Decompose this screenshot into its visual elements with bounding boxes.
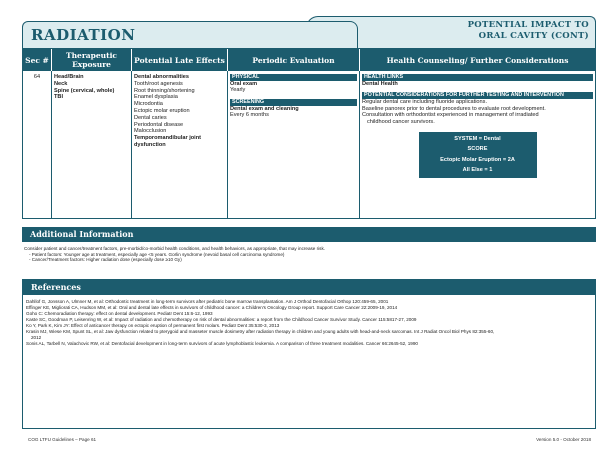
col-header-sec: Sec # bbox=[23, 49, 52, 71]
additional-info-bullet: - Cancer/Treatment factors: Higher radiation dose (especially dose ≥10 Gy) bbox=[29, 257, 182, 262]
additional-info-bullet: - Patient factors: Younger age at treatment, especially age <5 years. Gorlin syndrome (nevoid basal cell carcinoma syndrome) bbox=[29, 251, 285, 257]
table-header bbox=[23, 49, 595, 71]
footer-version: Version 5.0 - October 2018 bbox=[536, 437, 591, 442]
dental-exam-frequency: Every 6 months bbox=[230, 112, 269, 119]
score-line: SCORE bbox=[467, 146, 488, 153]
late-effect-item: Dental caries bbox=[134, 114, 167, 121]
col-header-late-effects: Potential Late Effects bbox=[132, 49, 228, 71]
additional-info-title: Additional Information bbox=[22, 227, 596, 242]
late-effect-item: Periodontal disease bbox=[134, 121, 184, 128]
score-line: Ectopic Molar Eruption = 2A bbox=[440, 156, 515, 163]
potential-considerations-header: POTENTIAL CONSIDERATIONS FOR FURTHER TESTING AND INTERVENTION bbox=[362, 92, 593, 99]
section-title-left-tab bbox=[22, 21, 358, 48]
late-effect-item: Microdontia bbox=[134, 101, 163, 108]
col-header-exposure: Therapeutic Exposure bbox=[52, 49, 132, 71]
exposure-item: Head/Brain bbox=[54, 74, 84, 80]
section-title-left: RADIATION bbox=[31, 26, 136, 44]
physical-header: PHYSICAL bbox=[230, 74, 357, 81]
late-effects-header: Dental abnormalities bbox=[134, 74, 190, 80]
late-effect-item: Ectopic molar eruption bbox=[134, 107, 190, 114]
late-effect-item: Malocclusion bbox=[134, 128, 167, 135]
consideration-line: Consultation with orthodontist experienced in management of irradiated bbox=[362, 112, 539, 119]
late-effects-cell bbox=[132, 71, 228, 218]
section-title-right-line2: ORAL CAVITY (CONT) bbox=[478, 31, 589, 41]
reference-item: 2012 bbox=[31, 335, 42, 340]
late-effect-item: Tooth/root agenesis bbox=[134, 80, 183, 87]
late-effect-tmj: Temporomandibular joint dysfunction bbox=[134, 135, 202, 148]
oral-exam-frequency: Yearly bbox=[230, 87, 246, 94]
reference-item: Goho C: Chemoradiation therapy: effect on dental development. Pediatr Dent 15:6-12, 1993 bbox=[26, 311, 213, 316]
reference-item: Effinger KE, Migliorati CA, Hudson MM, et al: Oral and dental late effects in survivors of childhood cancer: a Children's Oncology Group report. Support Care Cancer 22:2009-19, 2014 bbox=[26, 305, 398, 310]
score-box bbox=[419, 132, 537, 178]
exposure-item: Spine (cervical, whole) bbox=[54, 87, 115, 94]
additional-info-intro: Consider patient and cancer/treatment factors, pre-morbid/co-morbid health conditions, and health behaviors, as appropriate, that may increase risk. bbox=[24, 246, 326, 251]
dental-exam-label: Dental exam and cleaning bbox=[230, 105, 299, 112]
additional-info-body bbox=[22, 246, 596, 263]
score-line: SYSTEM = Dental bbox=[454, 135, 501, 142]
score-line: All Else = 1 bbox=[462, 167, 493, 174]
evaluation-cell bbox=[228, 71, 360, 218]
late-effect-item: Enamel dysplasia bbox=[134, 94, 178, 101]
reference-item: Dahllof G, Jonsson A, Ulmner M, et al: Orthodontic treatment in long-term survivors after pediatric bone marrow transplantation. Am J Orthod Dentofacial Orthop 120:459-65, 2001 bbox=[26, 299, 389, 304]
screening-header: SCREENING bbox=[230, 99, 357, 106]
references-box bbox=[22, 279, 596, 429]
reference-item: Krasin MJ, Wiese KM, Spunt SL, et al: Jaw dysfunction related to pterygoid and masseter muscle dosimetry after radiation therapy in children and young adults with head-and-neck sarcomas. Int J Radiat Oncol Biol Phys 82:355-60, bbox=[26, 329, 495, 334]
reference-item: Kaste SC, Goodman P, Leisenring W, et al: Impact of radiation and chemotherapy on risk of dental abnormalities: a report from the Childhood Cancer Survivor Study. Cancer 115:5817-27, 2009 bbox=[26, 317, 417, 322]
consideration-line: Regular dental care including fluoride applications. bbox=[362, 98, 488, 105]
counseling-cell bbox=[360, 71, 595, 218]
reference-item: Sonis AL, Tarbell N, Valachovic RW, et al: Dentofacial development in long-term survivors of acute lymphoblastic leukemia. A comparison of three treatment modalities. Cancer 66:2645-52, 1990 bbox=[26, 341, 418, 346]
section-title-right bbox=[468, 20, 589, 42]
table-row bbox=[23, 71, 595, 218]
reference-item: Ko Y, Park K, Kim JY: Effect of anticancer therapy on ectopic eruption of permanent first molars. Pediatr Dent 35:530-3, 2013 bbox=[26, 323, 280, 328]
section-title-right-line1: POTENTIAL IMPACT TO bbox=[467, 20, 589, 30]
exposure-cell bbox=[52, 71, 132, 218]
guideline-table bbox=[22, 48, 596, 219]
health-link-dental: Dental Health bbox=[362, 80, 398, 87]
sec-number: 64 bbox=[23, 71, 52, 218]
footer-page-label: COG LTFU Guidelines – Page 61 bbox=[28, 437, 97, 442]
consideration-line: childhood cancer survivors. bbox=[367, 119, 435, 126]
health-links-header: HEALTH LINKS bbox=[362, 74, 593, 81]
oral-exam-label: Oral exam bbox=[230, 80, 258, 87]
exposure-item: Neck bbox=[54, 80, 68, 87]
col-header-counseling: Health Counseling/ Further Considerations bbox=[386, 55, 569, 65]
references-list bbox=[23, 295, 595, 351]
late-effect-item: Root thinning/shortening bbox=[134, 87, 195, 94]
consideration-line: Baseline panorex prior to dental procedures to evaluate root development. bbox=[362, 105, 546, 112]
exposure-item: TBI bbox=[54, 94, 64, 101]
col-header-evaluation: Periodic Evaluation bbox=[228, 49, 360, 71]
references-title: References bbox=[23, 280, 595, 295]
